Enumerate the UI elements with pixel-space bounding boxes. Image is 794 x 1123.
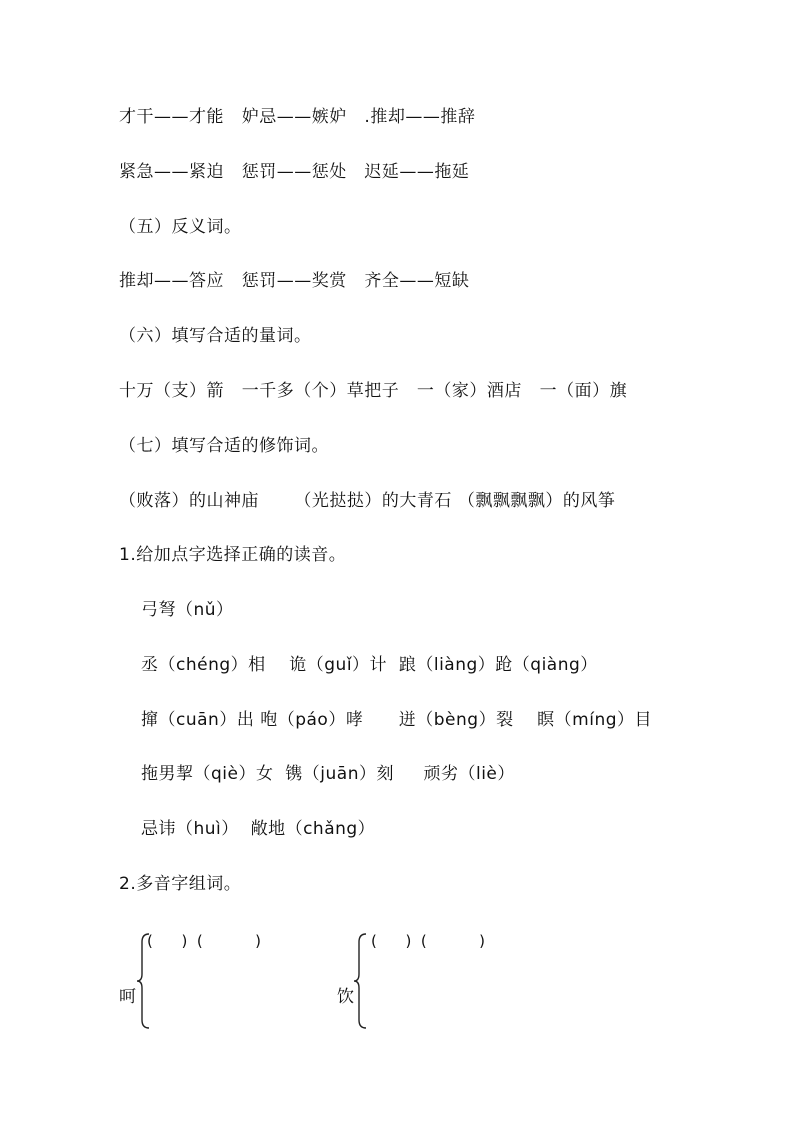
- antonyms-line: 推却——答应 惩罚——奖赏 齐全——短缺: [119, 271, 470, 291]
- pronunciation-row-4: 拖男挈（qiè）女 镌（juān）刻 顽劣（liè）: [141, 764, 515, 784]
- pronunciation-row-1: 弓弩（nǔ）: [141, 600, 234, 620]
- pronunciation-row-2: 丞（chéng）相 诡（guǐ）计 踉（liàng）跄（qiàng）: [141, 655, 598, 675]
- polyphone-char-2: 饮: [337, 987, 354, 1007]
- question-2-heading: 2.多音字组词。: [119, 874, 242, 894]
- synonyms-line-2: 紧急——紧迫 惩罚——惩处 迟延——拖延: [119, 162, 470, 182]
- measure-word-heading: （六）填写合适的量词。: [119, 326, 312, 346]
- left-brace-2: [353, 932, 367, 1030]
- polyphone-answer-slots-1[interactable]: ( ) ( ): [147, 932, 262, 950]
- measure-words-line: 十万（支）箭 一千多（个）草把子 一（家）酒店 一（面）旗: [119, 381, 628, 401]
- synonyms-line-1: 才干——才能 妒忌——嫉妒 .推却——推辞: [119, 107, 476, 127]
- pronunciation-row-3: 撺（cuān）出 咆（páo）哮 迸（bèng）裂 瞑（míng）目: [141, 710, 653, 730]
- pronunciation-row-5: 忌讳（huì） 敞地（chǎng）: [141, 819, 376, 839]
- question-1-heading: 1.给加点字选择正确的读音。: [119, 545, 347, 565]
- polyphone-answer-slots-2[interactable]: ( ) ( ): [371, 932, 486, 950]
- polyphone-char-1: 呵: [119, 987, 136, 1007]
- modifiers-line: （败落）的山神庙 （光挞挞）的大青石 （飘飘飘飘）的风筝: [119, 491, 616, 511]
- modifier-heading: （七）填写合适的修饰词。: [119, 436, 329, 456]
- antonym-heading: （五）反义词。: [119, 217, 242, 237]
